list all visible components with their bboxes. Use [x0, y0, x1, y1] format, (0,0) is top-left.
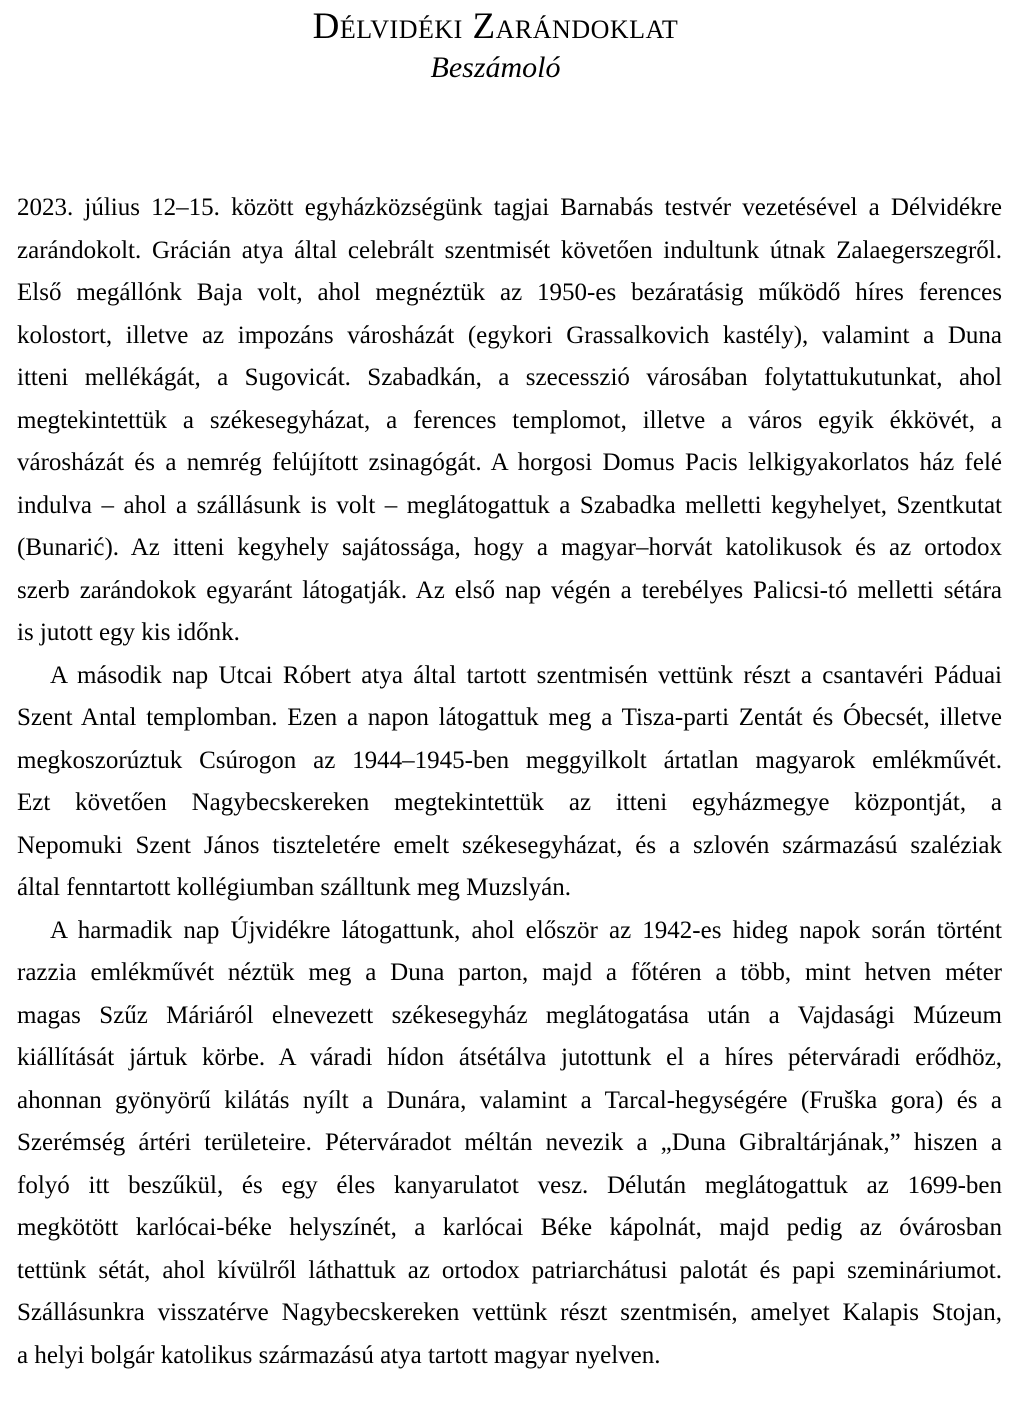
text-line: kiállítását jártuk körbe. A váradi hídon átsétálva jutottunk el a híres péterváradi erődhöz, [17, 1044, 1002, 1071]
text-line: A harmadik nap Újvidékre látogattunk, ahol először az 1942-es hideg napok során történt [50, 916, 1002, 944]
text-line: Szállásunkra visszatérve Nagybecskereken vettünk részt szentmisén, amelyet Kalapis Stojan, [17, 1299, 1002, 1326]
text-line: tettünk sétát, ahol kívülről láthattuk az ortodox patriarchátusi palotát és papi szemináriumot. [17, 1256, 1002, 1284]
text-line: városházát és a nemrég felújított zsinagógát. A horgosi Domus Pacis lelkigyakorlatos ház felé [17, 449, 1002, 476]
text-line: által fenntartott kollégiumban szálltunk meg Muzslyán. [17, 874, 572, 901]
text-line: Szent Antal templomban. Ezen a napon látogattuk meg a Tisza-parti Zentát és Óbecsét, illetve [17, 704, 1002, 731]
page-subtitle: Beszámoló [430, 51, 561, 84]
text-line: Első megállónk Baja volt, ahol megnéztük az 1950-es bezáratásig működő híres ferences [17, 279, 1002, 306]
text-line: (Bunarić). Az itteni kegyhely sajátossága, hogy a magyar–horvát katolikusok és az ortodox [17, 534, 1002, 561]
text-line: Szerémség ártéri területeire. Péterváradot méltán nevezik a „Duna Gibraltárjának,” hiszen a [17, 1129, 1002, 1156]
text-line: megtekintettük a székesegyházat, a ferences templomot, illetve a város egyik ékkövét, a [17, 406, 1002, 434]
paragraph [17, 655, 1002, 910]
document-body [17, 187, 1002, 1377]
text-line: Nepomuki Szent János tiszteletére emelt székesegyházat, és a szlovén származású szaléziak [17, 831, 1002, 859]
text-line: megkötött karlócai-béke helyszínét, a karlócai Béke kápolnát, majd pedig az óvárosban [17, 1214, 1002, 1241]
text-line: folyó itt beszűkül, és egy éles kanyarulatot vesz. Délután meglátogattuk az 1699-ben [17, 1171, 1002, 1199]
text-line: Ezt követően Nagybecskereken megtekintettük az itteni egyházmegye központját, a [17, 789, 1002, 816]
text-line: is jutott egy kis időnk. [17, 619, 240, 646]
text-line: megkoszorúztuk Csúrogon az 1944–1945-ben meggyilkolt ártatlan magyarok emlékművét. [17, 746, 1002, 774]
text-line: zarándokolt. Grácián atya által celebrált szentmisét követően indultunk útnak Zalaegerszegről. [17, 236, 1002, 264]
paragraph [17, 910, 1002, 1378]
text-line: razzia emlékművét néztük meg a Duna parton, majd a főtéren a több, mint hetven méter [17, 959, 1002, 986]
text-line: itteni mellékágát, a Sugovicát. Szabadkán, a szecesszió városában folytattukutunkat, ahol [17, 364, 1002, 391]
text-line: A második nap Utcai Róbert atya által tartott szentmisén vettünk részt a csantavéri Páduai [50, 661, 1002, 689]
text-line: indulva – ahol a szállásunk is volt – meglátogattuk a Szabadka melletti kegyhelyet, Szentkutat [17, 491, 1002, 519]
text-line: kolostort, illetve az impozáns városházát (egykori Grassalkovich kastély), valamint a Duna [17, 321, 1002, 349]
page-title: Délvidéki Zarándoklat [312, 6, 679, 47]
document-header [0, 6, 1019, 88]
paragraph [17, 187, 1002, 655]
text-line: ahonnan gyönyörű kilátás nyílt a Dunára, valamint a Tarcal-hegységére (Fruška gora) és a [17, 1086, 1002, 1114]
text-line: a helyi bolgár katolikus származású atya tartott magyar nyelven. [17, 1341, 661, 1369]
text-line: 2023. július 12–15. között egyházközségünk tagjai Barnabás testvér vezetésével a Délvidékre [17, 194, 1002, 221]
text-line: magas Szűz Máriáról elnevezett székesegyház meglátogatása után a Vajdasági Múzeum [17, 1001, 1002, 1029]
text-line: szerb zarándokok egyaránt látogatják. Az első nap végén a terebélyes Palicsi-tó melletti sétára [17, 576, 1002, 604]
